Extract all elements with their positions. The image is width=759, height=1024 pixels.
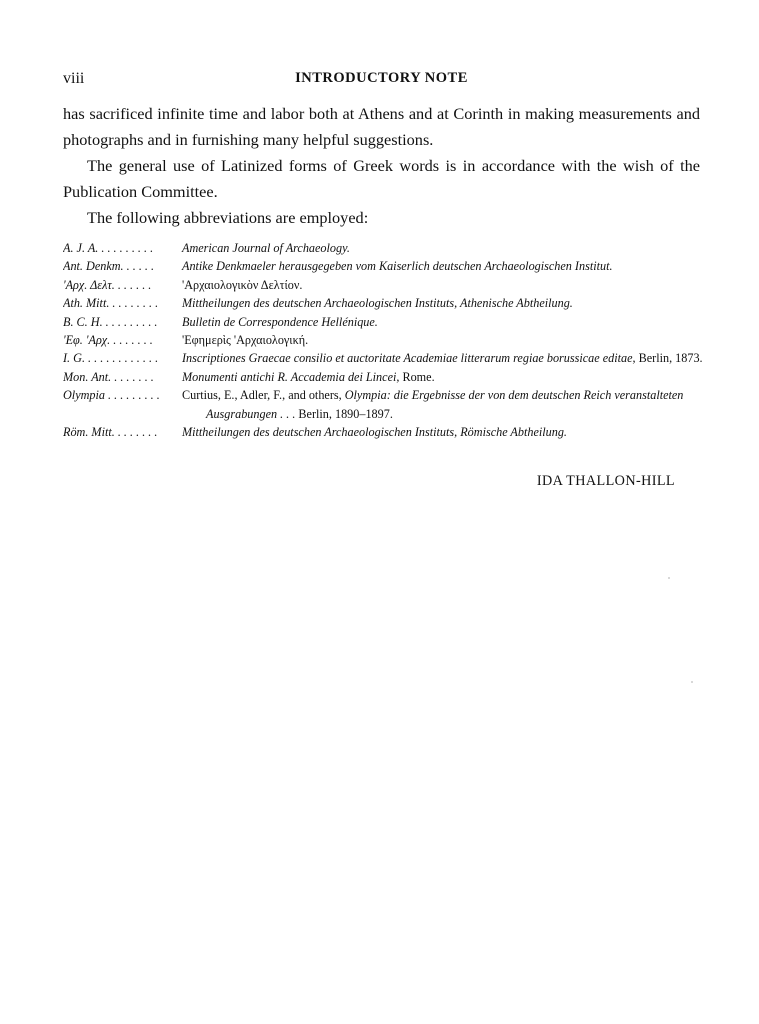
abbreviation-value: Monumenti antichi R. Accademia dei Lincei, Rome. [182, 369, 435, 384]
abbreviation-value: 'Εφημερὶς 'Αρχαιολογική. [182, 333, 309, 348]
abbreviation-key: Mon. Ant. . . . . . . . [63, 369, 154, 384]
abbreviation-value: Mittheilungen des deutschen Archaeologischen Instituts, Athenische Abtheilung. [182, 296, 573, 311]
abbreviation-key: A. J. A. . . . . . . . . . [63, 241, 154, 255]
scan-speck [691, 681, 693, 683]
abbreviation-entry [63, 294, 703, 312]
abbreviation-entry [63, 239, 703, 257]
abbreviation-entry [63, 257, 703, 275]
page-header [63, 70, 700, 92]
abbreviation-value: American Journal of Archaeology. [182, 241, 350, 255]
abbreviation-value: Antike Denkmaeler herausgegeben vom Kaiserlich deutschen Archaeologischen Institut. [182, 259, 613, 274]
abbreviation-entry [63, 313, 703, 331]
abbreviation-key: 'Αρχ. Δελτ. . . . . . . [63, 277, 152, 292]
abbreviation-value: 'Αρχαιολογικὸν Δελτίον. [182, 277, 303, 292]
author-signature: IDA THALLON-HILL [536, 473, 675, 489]
abbreviation-key: Ath. Mitt. . . . . . . . . [63, 296, 159, 311]
abbreviation-value: Mittheilungen des deutschen Archaeologischen Instituts, Römische Abtheilung. [182, 425, 567, 440]
abbreviations-list [63, 239, 703, 441]
abbreviation-entry [63, 331, 703, 349]
abbreviation-value: Inscriptiones Graecae consilio et auctoritate Academiae litterarum regiae borussicae editae, Berlin, 1873. [182, 351, 703, 366]
abbreviation-entry [63, 349, 703, 367]
paragraph-latinized-forms: The general use of Latinized forms of Greek words is in accordance with the wish of the Publication Committee. [63, 156, 700, 201]
abbreviation-key: Olympia . . . . . . . . . [63, 388, 160, 403]
abbreviation-key: 'Εφ. 'Αρχ. . . . . . . . [63, 333, 153, 348]
abbreviation-entry [63, 276, 703, 294]
abbreviation-key: Röm. Mitt. . . . . . . . [63, 425, 158, 440]
introductory-text [63, 101, 700, 231]
abbreviation-key: Ant. Denkm. . . . . . [63, 259, 155, 274]
abbreviation-entry [63, 368, 703, 386]
scan-speck [668, 577, 670, 579]
abbreviation-key: I. G. . . . . . . . . . . . . [63, 351, 159, 366]
running-title: INTRODUCTORY NOTE [295, 70, 468, 86]
abbreviation-entry [63, 423, 703, 441]
paragraph-abbreviations-intro: The following abbreviations are employed: [87, 208, 369, 227]
abbreviation-value: Bulletin de Correspondence Hellénique. [182, 314, 378, 329]
abbreviation-key: B. C. H. . . . . . . . . . [63, 314, 158, 329]
abbreviation-entry [63, 386, 703, 423]
paragraph-continuation: has sacrificed infinite time and labor both at Athens and at Corinth in making measurements and photographs and in furnishing many helpful suggestions. [63, 104, 700, 149]
page-number: viii [63, 70, 85, 87]
abbreviation-value: Curtius, E., Adler, F., and others, Olympia: die Ergebnisse der von dem deutschen Reich veranstalteten Ausgrabungen . . . Berlin, 1890–1897. [182, 388, 684, 421]
